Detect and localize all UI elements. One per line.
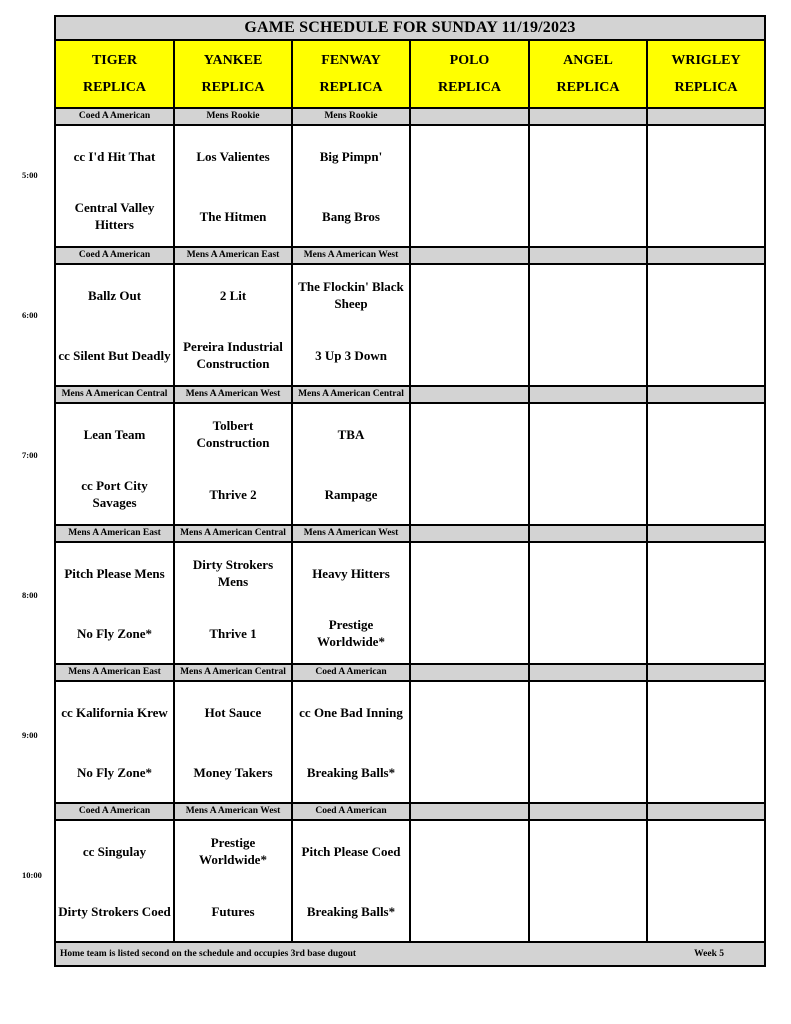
field-sub: REPLICA — [201, 80, 265, 95]
visitor-team — [411, 265, 528, 325]
visitor-team: Los Valientes — [196, 148, 270, 164]
game-row — [55, 403, 765, 525]
division-label — [529, 247, 647, 264]
game-row — [55, 264, 765, 386]
visitor-team: Pitch Please Coed — [301, 843, 401, 859]
home-team — [411, 742, 528, 802]
game-cell — [647, 542, 765, 664]
field-header-row — [55, 40, 765, 108]
game-cell — [55, 125, 174, 247]
visitor-team — [530, 265, 646, 325]
division-label: Mens A American Central — [55, 386, 174, 403]
division-row — [55, 525, 765, 542]
game-cell — [410, 125, 529, 247]
home-team — [411, 325, 528, 385]
home-team — [648, 742, 764, 802]
schedule-sheet — [54, 15, 766, 967]
home-team: 3 Up 3 Down — [315, 347, 387, 363]
home-team — [530, 325, 646, 385]
game-cell — [292, 125, 410, 247]
game-cell — [55, 820, 174, 942]
division-label — [647, 803, 765, 820]
game-cell — [410, 542, 529, 664]
division-label: Coed A American — [292, 803, 410, 820]
home-team: Pereira Industrial Construction — [183, 339, 283, 371]
division-label: Mens A American Central — [174, 664, 292, 681]
home-team: No Fly Zone* — [76, 625, 153, 641]
game-cell — [529, 403, 647, 525]
division-label — [647, 108, 765, 125]
home-team — [648, 464, 764, 524]
time-label: 6:00 — [22, 310, 38, 320]
home-team — [648, 186, 764, 246]
game-cell — [647, 403, 765, 525]
home-team: No Fly Zone* — [76, 764, 153, 780]
division-label — [410, 803, 529, 820]
game-cell — [292, 264, 410, 386]
home-team — [530, 186, 646, 246]
home-team — [530, 881, 646, 941]
game-row — [55, 820, 765, 942]
division-label: Mens A American West — [292, 247, 410, 264]
division-label — [410, 664, 529, 681]
home-team: Breaking Balls* — [306, 764, 396, 780]
field-header-polo — [410, 40, 529, 108]
division-label: Mens A American East — [174, 247, 292, 264]
footer-row — [55, 942, 765, 966]
visitor-team — [530, 126, 646, 186]
division-label: Coed A American — [55, 803, 174, 820]
division-label — [647, 664, 765, 681]
home-team: cc Port City Savages — [81, 478, 148, 510]
field-header-wrigley — [647, 40, 765, 108]
visitor-team — [648, 265, 764, 325]
field-header-yankee — [174, 40, 292, 108]
visitor-team — [530, 404, 646, 464]
time-label: 5:00 — [22, 170, 38, 180]
visitor-team: Prestige Worldwide* — [199, 835, 267, 867]
game-cell — [174, 264, 292, 386]
game-cell — [410, 264, 529, 386]
field-sub: REPLICA — [319, 80, 383, 95]
home-team — [530, 603, 646, 663]
home-team: Prestige Worldwide* — [317, 617, 385, 649]
field-name: TIGER — [91, 53, 138, 68]
home-team: Central Valley Hitters — [74, 200, 155, 232]
game-cell — [292, 542, 410, 664]
division-label: Mens A American West — [292, 525, 410, 542]
visitor-team — [411, 126, 528, 186]
visitor-team: cc Singulay — [82, 843, 147, 859]
division-label: Mens A American East — [55, 664, 174, 681]
week-label: Week 5 — [694, 949, 724, 959]
visitor-team: The Flockin' Black Sheep — [298, 279, 404, 311]
time-label: 8:00 — [22, 590, 38, 600]
division-label: Coed A American — [55, 108, 174, 125]
game-cell — [174, 403, 292, 525]
division-row — [55, 803, 765, 820]
visitor-team: 2 Lit — [219, 287, 247, 303]
schedule-title: GAME SCHEDULE FOR SUNDAY 11/19/2023 — [55, 16, 765, 40]
game-cell — [174, 542, 292, 664]
home-team: Money Takers — [193, 764, 273, 780]
home-team — [411, 603, 528, 663]
visitor-team — [411, 682, 528, 742]
field-name: POLO — [449, 53, 490, 68]
division-label — [410, 525, 529, 542]
visitor-team — [648, 404, 764, 464]
division-label — [410, 386, 529, 403]
time-label: 10:00 — [22, 870, 42, 880]
division-label: Mens A American West — [174, 803, 292, 820]
field-sub: REPLICA — [82, 80, 146, 95]
home-team — [530, 742, 646, 802]
game-cell — [292, 681, 410, 803]
division-label: Coed A American — [292, 664, 410, 681]
division-label — [529, 108, 647, 125]
game-cell — [647, 264, 765, 386]
visitor-team: Heavy Hitters — [312, 565, 390, 581]
visitor-team: Hot Sauce — [204, 704, 262, 720]
home-team: The Hitmen — [199, 208, 267, 224]
game-cell — [529, 125, 647, 247]
visitor-team — [411, 543, 528, 603]
field-name: WRIGLEY — [671, 53, 741, 68]
home-team — [411, 464, 528, 524]
field-sub: REPLICA — [674, 80, 738, 95]
footer-note: Home team is listed second on the schedule and occupies 3rd base dugout — [60, 949, 357, 959]
visitor-team: Big Pimpn' — [319, 148, 383, 164]
division-label — [410, 247, 529, 264]
game-cell — [174, 820, 292, 942]
game-cell — [410, 820, 529, 942]
game-cell — [647, 820, 765, 942]
home-team — [530, 464, 646, 524]
home-team — [648, 603, 764, 663]
division-label — [647, 247, 765, 264]
game-cell — [647, 681, 765, 803]
game-row — [55, 542, 765, 664]
visitor-team — [530, 543, 646, 603]
game-cell — [647, 125, 765, 247]
division-row — [55, 247, 765, 264]
division-label — [529, 386, 647, 403]
visitor-team — [411, 404, 528, 464]
game-cell — [55, 681, 174, 803]
division-row — [55, 664, 765, 681]
division-label: Mens A American West — [174, 386, 292, 403]
division-label — [529, 664, 647, 681]
division-label: Coed A American — [55, 247, 174, 264]
visitor-team: Tolbert Construction — [196, 418, 270, 450]
home-team — [411, 881, 528, 941]
division-label — [529, 525, 647, 542]
game-cell — [55, 542, 174, 664]
division-label: Mens A American Central — [174, 525, 292, 542]
visitor-team — [530, 682, 646, 742]
visitor-team — [530, 821, 646, 881]
time-label: 9:00 — [22, 730, 38, 740]
division-row — [55, 386, 765, 403]
field-sub: REPLICA — [437, 80, 501, 95]
visitor-team — [648, 543, 764, 603]
home-team — [648, 325, 764, 385]
visitor-team: Lean Team — [83, 426, 146, 442]
game-row — [55, 125, 765, 247]
visitor-team — [648, 821, 764, 881]
visitor-team — [648, 126, 764, 186]
game-cell — [55, 264, 174, 386]
field-name: FENWAY — [321, 53, 381, 68]
game-cell — [529, 542, 647, 664]
field-sub: REPLICA — [556, 80, 620, 95]
home-team: Bang Bros — [322, 208, 380, 224]
division-label: Mens A American East — [55, 525, 174, 542]
home-team: Futures — [211, 903, 255, 919]
home-team: Thrive 2 — [209, 486, 257, 502]
field-header-angel — [529, 40, 647, 108]
field-header-fenway — [292, 40, 410, 108]
home-team: Rampage — [324, 486, 378, 502]
division-label: Mens A American Central — [292, 386, 410, 403]
field-name: YANKEE — [203, 53, 263, 68]
visitor-team: cc One Bad Inning — [299, 704, 403, 720]
visitor-team: Ballz Out — [87, 287, 142, 303]
division-label — [647, 386, 765, 403]
home-team — [411, 186, 528, 246]
visitor-team: cc Kalifornia Krew — [61, 704, 168, 720]
division-label: Mens Rookie — [174, 108, 292, 125]
time-label: 7:00 — [22, 450, 38, 460]
game-row — [55, 681, 765, 803]
game-cell — [292, 820, 410, 942]
visitor-team: TBA — [337, 426, 365, 442]
game-cell — [174, 681, 292, 803]
division-label — [529, 803, 647, 820]
home-team — [648, 881, 764, 941]
field-name: ANGEL — [563, 53, 613, 68]
division-label — [410, 108, 529, 125]
game-cell — [410, 403, 529, 525]
game-cell — [55, 403, 174, 525]
schedule-table — [54, 15, 766, 967]
game-cell — [529, 820, 647, 942]
visitor-team — [411, 821, 528, 881]
home-team: Dirty Strokers Coed — [58, 903, 171, 919]
game-cell — [529, 264, 647, 386]
game-cell — [410, 681, 529, 803]
game-cell — [529, 681, 647, 803]
game-cell — [292, 403, 410, 525]
visitor-team: Pitch Please Mens — [64, 565, 165, 581]
home-team: Thrive 1 — [209, 625, 257, 641]
footer-cell — [55, 942, 765, 966]
visitor-team: Dirty Strokers Mens — [192, 557, 274, 589]
home-team: cc Silent But Deadly — [58, 347, 171, 363]
division-row — [55, 108, 765, 125]
visitor-team — [648, 682, 764, 742]
division-label — [647, 525, 765, 542]
division-label: Mens Rookie — [292, 108, 410, 125]
game-cell — [174, 125, 292, 247]
visitor-team: cc I'd Hit That — [73, 148, 156, 164]
field-header-tiger — [55, 40, 174, 108]
home-team: Breaking Balls* — [306, 903, 396, 919]
